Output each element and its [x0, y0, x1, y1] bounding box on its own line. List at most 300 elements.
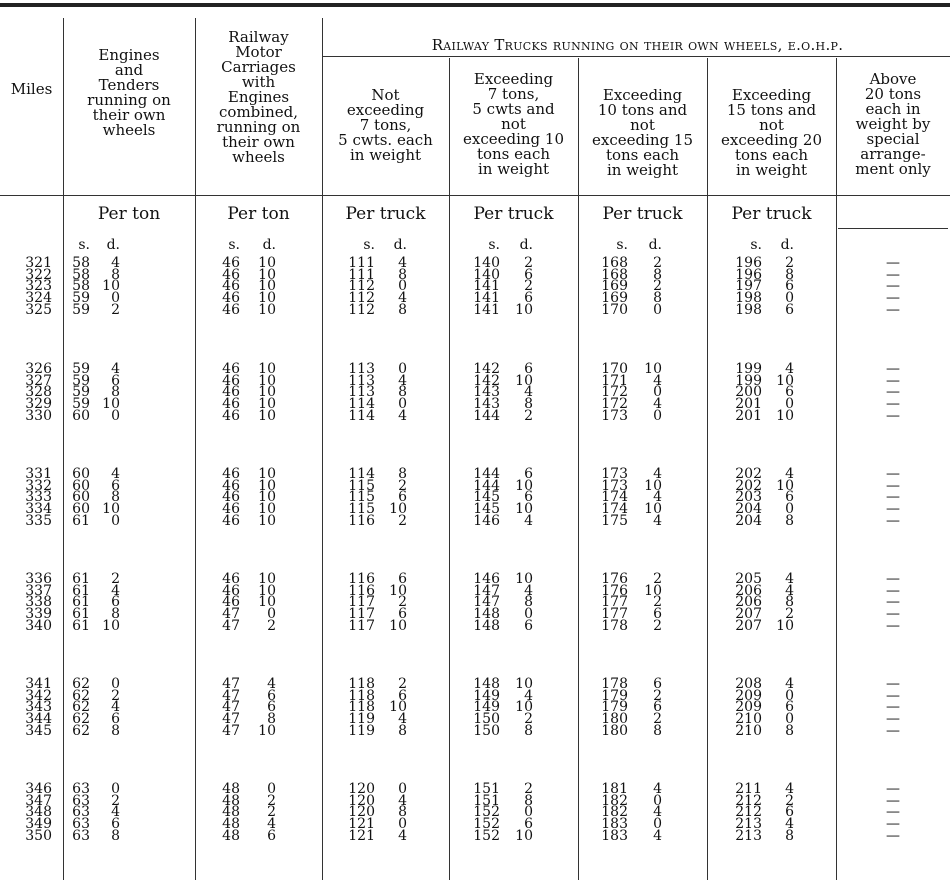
shillings-value: 172 — [601, 396, 628, 413]
shillings-value: 116 — [348, 571, 375, 587]
shillings-value: 173 — [601, 407, 628, 424]
pence-value: 4 — [785, 781, 794, 797]
shillings-label: s. — [616, 237, 628, 253]
miles-value: 339 — [25, 606, 52, 623]
shillings-value: 116 — [348, 582, 375, 599]
pence-value: 4 — [398, 407, 407, 424]
pence-value: 10 — [258, 255, 276, 271]
pence-value: 4 — [398, 711, 407, 728]
shillings-value: 152 — [473, 827, 500, 844]
shillings-value: 204 — [735, 512, 762, 529]
pence-value: 6 — [398, 571, 407, 587]
pence-value: 10 — [776, 617, 794, 634]
pence-value: 0 — [398, 781, 407, 797]
shillings-value: 61 — [72, 617, 90, 634]
shillings-value: 213 — [735, 827, 762, 844]
shillings-value: 47 — [222, 699, 240, 716]
shillings-value: 117 — [348, 594, 375, 611]
pence-value: 0 — [398, 278, 407, 295]
pence-value: 0 — [267, 781, 276, 797]
no-rate-dash: — — [886, 816, 900, 833]
pence-value: 6 — [398, 489, 407, 506]
shillings-value: 198 — [735, 290, 762, 307]
miles-value: 334 — [25, 501, 52, 518]
shillings-value: 47 — [222, 722, 240, 739]
shillings-value: 120 — [348, 804, 375, 821]
pence-value: 10 — [258, 290, 276, 307]
pence-value: 8 — [653, 722, 662, 739]
pence-value: 4 — [111, 699, 120, 716]
pence-value: 2 — [524, 407, 533, 424]
pence-value: 10 — [258, 501, 276, 518]
miles-value: 336 — [25, 571, 52, 587]
pence-value: 10 — [515, 477, 533, 494]
pence-value: 4 — [111, 466, 120, 482]
pence-value: 10 — [258, 489, 276, 506]
top-rule — [0, 3, 950, 7]
shillings-value: 176 — [601, 571, 628, 587]
pence-value: 10 — [644, 582, 662, 599]
pence-value: 6 — [267, 827, 276, 844]
pence-value: 10 — [515, 571, 533, 587]
miles-value: 344 — [25, 711, 52, 728]
no-rate-dash: — — [886, 489, 900, 506]
pence-value: 8 — [785, 266, 794, 283]
shillings-value: 207 — [735, 617, 762, 634]
no-rate-dash: — — [886, 301, 900, 318]
shillings-value: 176 — [601, 582, 628, 599]
header-motor-carriages: Railway Motor Carriages with Engines combined, running on their own wheels — [216, 28, 301, 166]
pence-value: 6 — [785, 278, 794, 295]
pence-value: 10 — [258, 582, 276, 599]
shillings-value: 46 — [222, 466, 240, 482]
pence-value: 2 — [398, 477, 407, 494]
miles-value: 321 — [25, 255, 52, 271]
shillings-value: 111 — [348, 266, 375, 283]
shillings-value: 143 — [473, 396, 500, 413]
column-rule — [578, 58, 579, 880]
shillings-value: 61 — [72, 606, 90, 623]
shillings-value: 121 — [348, 827, 375, 844]
pence-value: 6 — [524, 617, 533, 634]
pence-value: 10 — [258, 266, 276, 283]
shillings-value: 172 — [601, 384, 628, 401]
shillings-value: 46 — [222, 501, 240, 518]
pence-value: 2 — [524, 711, 533, 728]
pence-value: 10 — [258, 477, 276, 494]
pence-value: 8 — [524, 594, 533, 611]
shillings-value: 61 — [72, 594, 90, 611]
shillings-value: 213 — [735, 816, 762, 833]
shillings-value: 62 — [72, 676, 90, 692]
shillings-value: 58 — [72, 278, 90, 295]
pence-label: d. — [393, 237, 407, 253]
pence-value: 4 — [524, 384, 533, 401]
pence-value: 4 — [111, 582, 120, 599]
pence-value: 8 — [267, 711, 276, 728]
pence-value: 6 — [267, 699, 276, 716]
pence-value: 4 — [785, 466, 794, 482]
shillings-value: 149 — [473, 699, 500, 716]
pence-value: 10 — [258, 594, 276, 611]
shillings-value: 183 — [601, 816, 628, 833]
no-rate-dash: — — [886, 582, 900, 599]
shillings-value: 178 — [601, 617, 628, 634]
pence-value: 10 — [776, 372, 794, 389]
shillings-value: 60 — [72, 407, 90, 424]
pence-value: 4 — [653, 827, 662, 844]
pence-value: 8 — [398, 466, 407, 482]
shillings-value: 148 — [473, 606, 500, 623]
shillings-value: 46 — [222, 489, 240, 506]
miles-value: 335 — [25, 512, 52, 529]
pence-value: 6 — [111, 477, 120, 494]
shillings-value: 174 — [601, 489, 628, 506]
pence-value: 10 — [389, 699, 407, 716]
shillings-value: 152 — [473, 816, 500, 833]
shillings-value: 59 — [72, 396, 90, 413]
pence-value: 0 — [653, 792, 662, 809]
pence-value: 0 — [398, 816, 407, 833]
pence-value: 10 — [515, 372, 533, 389]
shillings-value: 59 — [72, 361, 90, 377]
shillings-value: 113 — [348, 372, 375, 389]
header-trucks-c4: Exceeding 15 tons and not exceeding 20 tons each in weight — [720, 86, 822, 179]
pence-value: 8 — [785, 594, 794, 611]
pence-value: 4 — [267, 676, 276, 692]
miles-value: 343 — [25, 699, 52, 716]
column-rule — [707, 58, 708, 880]
miles-value: 323 — [25, 278, 52, 295]
shillings-value: 116 — [348, 512, 375, 529]
miles-value: 348 — [25, 804, 52, 821]
pence-value: 10 — [102, 617, 120, 634]
column-rule — [836, 58, 837, 880]
pence-value: 8 — [398, 266, 407, 283]
pence-value: 6 — [653, 606, 662, 623]
pence-value: 4 — [111, 804, 120, 821]
miles-value: 329 — [25, 396, 52, 413]
pence-value: 8 — [111, 606, 120, 623]
shillings-value: 145 — [473, 489, 500, 506]
pence-value: 0 — [111, 781, 120, 797]
pence-value: 0 — [267, 606, 276, 623]
shillings-value: 48 — [222, 792, 240, 809]
pence-value: 4 — [111, 361, 120, 377]
shillings-value: 113 — [348, 361, 375, 377]
shillings-value: 46 — [222, 290, 240, 307]
shillings-value: 204 — [735, 501, 762, 518]
pence-value: 10 — [515, 501, 533, 518]
shillings-value: 46 — [222, 361, 240, 377]
pence-value: 6 — [653, 676, 662, 692]
shillings-value: 60 — [72, 501, 90, 518]
miles-value: 322 — [25, 266, 52, 283]
no-rate-dash: — — [886, 361, 900, 377]
pence-label: d. — [106, 237, 120, 253]
shillings-value: 142 — [473, 372, 500, 389]
no-rate-dash: — — [886, 278, 900, 295]
pence-value: 0 — [785, 396, 794, 413]
shillings-value: 63 — [72, 781, 90, 797]
pence-value: 4 — [267, 816, 276, 833]
pence-value: 6 — [785, 384, 794, 401]
shillings-value: 61 — [72, 571, 90, 587]
pence-value: 10 — [515, 676, 533, 692]
shillings-value: 60 — [72, 466, 90, 482]
pence-label: d. — [519, 237, 533, 253]
miles-value: 331 — [25, 466, 52, 482]
shillings-value: 47 — [222, 676, 240, 692]
pence-value: 4 — [653, 512, 662, 529]
shillings-value: 48 — [222, 781, 240, 797]
shillings-label: s. — [750, 237, 762, 253]
pence-value: 10 — [258, 466, 276, 482]
pence-value: 6 — [524, 816, 533, 833]
pence-value: 10 — [644, 361, 662, 377]
pence-value: 4 — [653, 466, 662, 482]
shillings-value: 62 — [72, 722, 90, 739]
shillings-value: 151 — [473, 792, 500, 809]
header-miles: Miles — [10, 80, 53, 98]
shillings-value: 61 — [72, 582, 90, 599]
pence-value: 2 — [398, 512, 407, 529]
pence-value: 2 — [524, 278, 533, 295]
shillings-value: 210 — [735, 722, 762, 739]
pence-value: 2 — [653, 278, 662, 295]
shillings-value: 141 — [473, 301, 500, 318]
pence-value: 2 — [653, 571, 662, 587]
pence-value: 6 — [785, 489, 794, 506]
pence-value: 2 — [785, 255, 794, 271]
shillings-value: 60 — [72, 489, 90, 506]
pence-value: 4 — [398, 792, 407, 809]
pence-value: 8 — [111, 827, 120, 844]
pence-value: 0 — [111, 290, 120, 307]
no-rate-dash: — — [886, 466, 900, 482]
pence-value: 6 — [398, 606, 407, 623]
pence-value: 10 — [644, 501, 662, 518]
pence-value: 8 — [524, 792, 533, 809]
pence-value: 2 — [653, 594, 662, 611]
pence-value: 4 — [524, 512, 533, 529]
pence-value: 10 — [258, 512, 276, 529]
shillings-value: 118 — [348, 687, 375, 704]
pence-value: 0 — [398, 361, 407, 377]
pence-value: 2 — [111, 792, 120, 809]
shillings-value: 142 — [473, 361, 500, 377]
pence-value: 6 — [785, 301, 794, 318]
pence-value: 8 — [111, 266, 120, 283]
no-rate-dash: — — [886, 804, 900, 821]
shillings-value: 152 — [473, 804, 500, 821]
shillings-value: 47 — [222, 606, 240, 623]
no-rate-dash: — — [886, 781, 900, 797]
shillings-value: 143 — [473, 384, 500, 401]
pence-value: 2 — [111, 571, 120, 587]
header-trucks-c2: Exceeding 7 tons, 5 cwts and not exceeding 10 tons each in weight — [462, 70, 564, 178]
shillings-value: 48 — [222, 827, 240, 844]
pence-value: 0 — [653, 384, 662, 401]
pence-value: 0 — [653, 816, 662, 833]
pence-value: 8 — [111, 384, 120, 401]
no-rate-dash: — — [886, 477, 900, 494]
pence-value: 2 — [267, 804, 276, 821]
shillings-value: 201 — [735, 396, 762, 413]
no-rate-dash: — — [886, 676, 900, 692]
shillings-value: 120 — [348, 792, 375, 809]
pence-value: 4 — [398, 255, 407, 271]
shillings-value: 202 — [735, 477, 762, 494]
shillings-value: 212 — [735, 792, 762, 809]
pence-value: 2 — [653, 687, 662, 704]
shillings-value: 119 — [348, 722, 375, 739]
pence-value: 10 — [258, 571, 276, 587]
shillings-value: 114 — [348, 466, 375, 482]
miles-value: 341 — [25, 676, 52, 692]
miles-value: 345 — [25, 722, 52, 739]
supergroup-rule — [322, 56, 950, 57]
shillings-label: s. — [228, 237, 240, 253]
pence-value: 8 — [653, 290, 662, 307]
header-trucks-c5: Above 20 tons each in weight by special arrange- ment only — [855, 70, 931, 178]
pence-value: 2 — [111, 301, 120, 318]
shillings-value: 145 — [473, 501, 500, 518]
pence-value: 0 — [398, 396, 407, 413]
shillings-value: 58 — [72, 255, 90, 271]
shillings-value: 151 — [473, 781, 500, 797]
shillings-value: 196 — [735, 266, 762, 283]
shillings-value: 201 — [735, 407, 762, 424]
unit-trucks-c4: Per truck — [731, 204, 812, 224]
pence-value: 10 — [515, 699, 533, 716]
pence-value: 0 — [111, 512, 120, 529]
pence-value: 6 — [524, 466, 533, 482]
pence-label: d. — [648, 237, 662, 253]
shillings-value: 120 — [348, 781, 375, 797]
miles-value: 337 — [25, 582, 52, 599]
shillings-value: 170 — [601, 361, 628, 377]
shillings-label: s. — [78, 237, 90, 253]
shillings-value: 199 — [735, 361, 762, 377]
pence-label: d. — [262, 237, 276, 253]
pence-value: 2 — [398, 594, 407, 611]
pence-value: 8 — [785, 827, 794, 844]
miles-value: 324 — [25, 290, 52, 307]
shillings-value: 177 — [601, 606, 628, 623]
pence-value: 4 — [524, 687, 533, 704]
miles-value: 325 — [25, 301, 52, 318]
pence-value: 2 — [524, 255, 533, 271]
pence-value: 4 — [785, 816, 794, 833]
unit-motor: Per ton — [227, 204, 290, 224]
unit-trucks-c2: Per truck — [473, 204, 554, 224]
pence-value: 8 — [398, 384, 407, 401]
pence-value: 2 — [398, 676, 407, 692]
unit-bottom-rule — [838, 228, 948, 229]
shillings-value: 114 — [348, 396, 375, 413]
pence-value: 10 — [515, 301, 533, 318]
shillings-value: 58 — [72, 266, 90, 283]
shillings-value: 118 — [348, 699, 375, 716]
pence-value: 10 — [102, 501, 120, 518]
no-rate-dash: — — [886, 827, 900, 844]
shillings-value: 112 — [348, 301, 375, 318]
shillings-value: 62 — [72, 687, 90, 704]
pence-value: 10 — [102, 396, 120, 413]
shillings-value: 181 — [601, 781, 628, 797]
shillings-value: 63 — [72, 804, 90, 821]
shillings-value: 46 — [222, 582, 240, 599]
shillings-value: 173 — [601, 477, 628, 494]
pence-value: 4 — [785, 361, 794, 377]
shillings-value: 117 — [348, 617, 375, 634]
shillings-value: 168 — [601, 266, 628, 283]
shillings-value: 119 — [348, 711, 375, 728]
pence-value: 0 — [111, 676, 120, 692]
shillings-value: 141 — [473, 278, 500, 295]
pence-value: 6 — [111, 711, 120, 728]
no-rate-dash: — — [886, 722, 900, 739]
shillings-value: 63 — [72, 827, 90, 844]
pence-value: 8 — [785, 722, 794, 739]
shillings-value: 205 — [735, 571, 762, 587]
pence-value: 6 — [524, 361, 533, 377]
pence-value: 6 — [111, 594, 120, 611]
shillings-value: 59 — [72, 301, 90, 318]
shillings-value: 170 — [601, 301, 628, 318]
pence-value: 10 — [389, 501, 407, 518]
pence-value: 8 — [785, 512, 794, 529]
header-trucks-title: Railway Trucks running on their own wheels, e.o.h.p. — [431, 36, 844, 54]
pence-value: 6 — [785, 699, 794, 716]
no-rate-dash: — — [886, 571, 900, 587]
shillings-value: 211 — [735, 781, 762, 797]
no-rate-dash: — — [886, 290, 900, 307]
pence-value: 4 — [653, 489, 662, 506]
pence-value: 10 — [258, 361, 276, 377]
shillings-value: 61 — [72, 512, 90, 529]
shillings-value: 62 — [72, 699, 90, 716]
pence-value: 10 — [102, 278, 120, 295]
unit-trucks-c1: Per truck — [345, 204, 426, 224]
shillings-value: 59 — [72, 384, 90, 401]
pence-value: 4 — [398, 290, 407, 307]
pence-value: 8 — [398, 722, 407, 739]
pence-value: 2 — [785, 606, 794, 623]
pence-value: 6 — [111, 816, 120, 833]
no-rate-dash: — — [886, 512, 900, 529]
shillings-value: 140 — [473, 255, 500, 271]
shillings-value: 48 — [222, 816, 240, 833]
shillings-value: 114 — [348, 407, 375, 424]
pence-value: 6 — [267, 687, 276, 704]
shillings-value: 147 — [473, 594, 500, 611]
shillings-value: 47 — [222, 617, 240, 634]
pence-value: 4 — [398, 372, 407, 389]
no-rate-dash: — — [886, 711, 900, 728]
no-rate-dash: — — [886, 699, 900, 716]
pence-value: 4 — [653, 396, 662, 413]
header-trucks-c3: Exceeding 10 tons and not exceeding 15 tons each in weight — [591, 86, 693, 179]
shillings-value: 146 — [473, 571, 500, 587]
pence-value: 0 — [785, 711, 794, 728]
pence-value: 0 — [653, 407, 662, 424]
pence-label: d. — [780, 237, 794, 253]
pence-value: 8 — [398, 804, 407, 821]
shillings-value: 206 — [735, 582, 762, 599]
shillings-value: 150 — [473, 722, 500, 739]
